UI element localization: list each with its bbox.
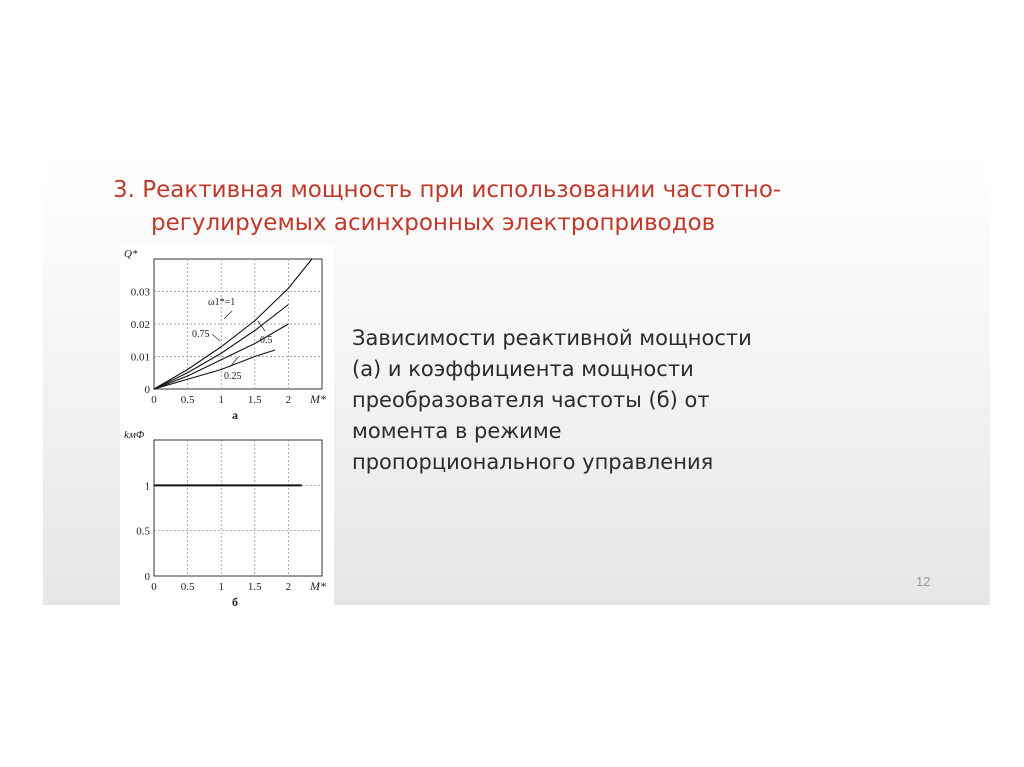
page-number: 12 [916,574,931,589]
description-line-5: пропорционального управления [352,450,714,474]
description-line-2: (а) и коэффициента мощности [352,357,694,381]
x-tick-label: 2 [285,394,292,406]
x-tick-label: 0 [151,581,157,593]
curve-label: ω1*=1 [208,297,236,308]
x-tick-label: 1.5 [247,581,262,593]
x-axis-label: M* [310,579,326,593]
y-tick-label: 0.5 [136,525,150,538]
chart-caption: б [232,595,238,609]
slide-title-line-1: 3. Реактивная мощность при использовании частотно- [113,177,782,203]
y-axis-label: Q* [124,248,138,260]
curve-label: 0.25 [224,371,242,382]
slide [43,149,990,609]
slide-title-line-2: регулируемых асинхронных электроприводов [151,210,716,236]
figure [120,245,334,609]
description-line-3: преобразователя частоты (б) от [352,388,710,412]
y-tick-label: 0 [144,384,150,396]
y-tick-label: 0.03 [130,286,150,299]
x-tick-label: 1 [218,394,224,406]
x-axis-label: M* [310,392,326,406]
reactive-power-chart [120,245,334,425]
x-tick-label: 0 [151,394,157,406]
y-tick-label: 0.01 [130,351,150,364]
chart-caption: а [232,408,238,422]
curve-label: 0.5 [260,335,273,346]
x-tick-label: 2 [285,581,292,593]
y-tick-label: 0 [144,571,150,583]
x-tick-label: 1 [218,581,224,593]
slide-title [113,174,973,240]
power-factor-chart [120,430,334,610]
y-tick-label: 1 [144,480,150,493]
x-tick-label: 0.5 [180,394,195,406]
x-tick-label: 0.5 [180,581,195,593]
x-tick-label: 1.5 [247,394,262,406]
y-axis-label: kмΦ [124,430,145,441]
curve-label: 0.75 [192,329,210,340]
plot-frame [154,440,322,576]
description-line-4: момента в режиме [352,419,562,443]
slide-description [352,323,872,478]
y-tick-label: 0.02 [130,319,150,331]
description-line-1: Зависимости реактивной мощности [352,326,752,350]
